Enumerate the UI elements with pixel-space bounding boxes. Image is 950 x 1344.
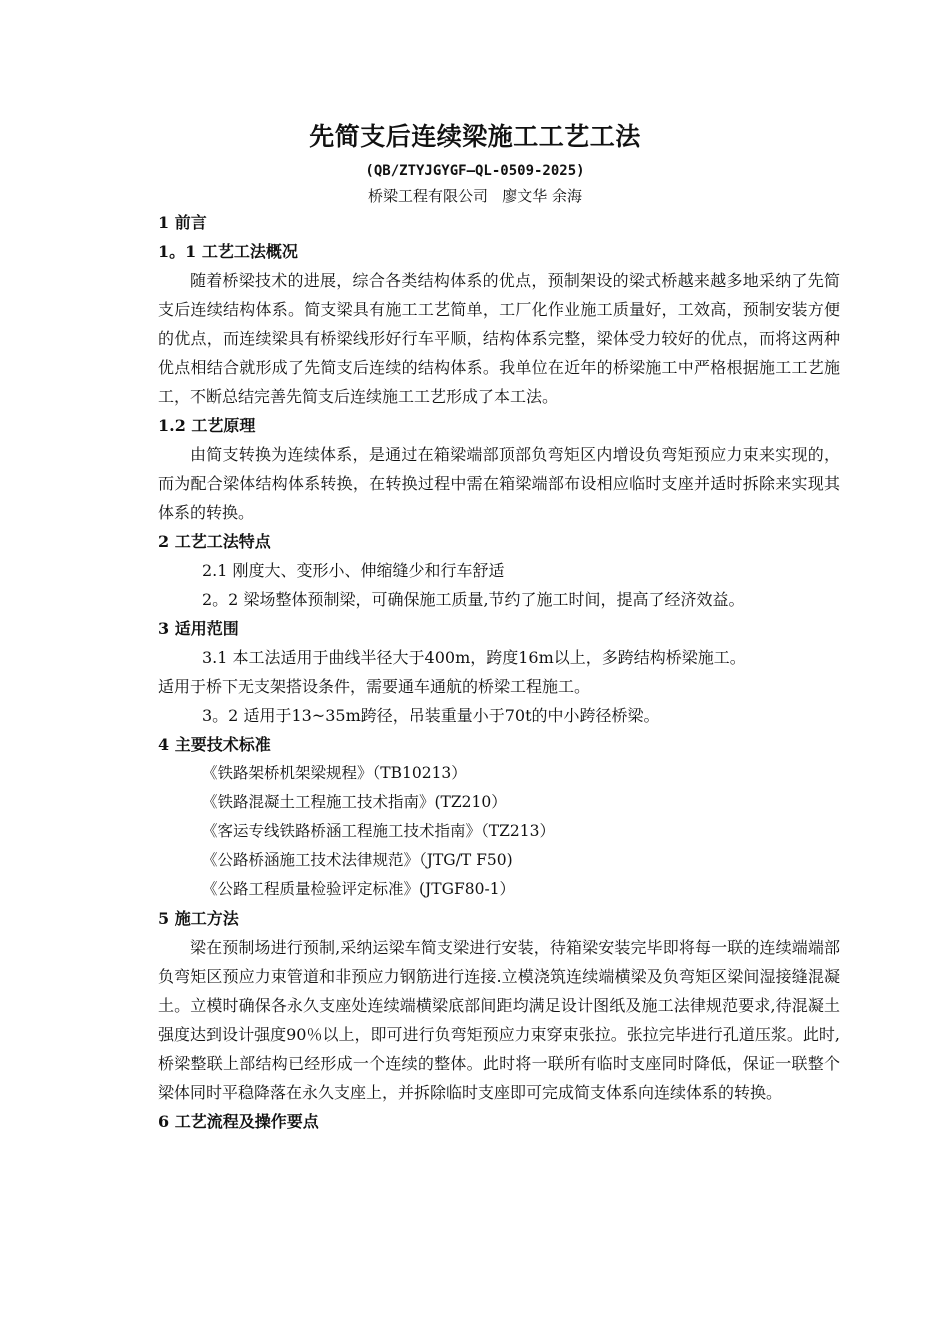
document-code: (QB/ZTYJGYGF—QL-0509-2025) bbox=[365, 163, 585, 179]
list-item-3-1: 3.1 本工法适用于曲线半径大于400m，跨度16m以上，多跨结构桥梁施工。 bbox=[202, 648, 746, 667]
section-heading-3: 3 适用范围 bbox=[158, 619, 239, 638]
standard-reference: 《铁路混凝土工程施工技术指南》(TZ210） bbox=[202, 793, 507, 811]
section-heading-1-1: 1。1 工艺工法概况 bbox=[158, 242, 298, 261]
section-heading-1-2: 1.2 工艺原理 bbox=[158, 416, 256, 435]
paragraph-1-1: 随着桥梁技术的进展，综合各类结构体系的优点，预制架设的梁式桥越来越多地采纳了先简支后连续结构体系。简支梁具有施工工艺简单，工厂化作业施工质量好，工效高，预制安装方便的优点，而连续梁具有桥梁线形好行车平顺，结构体系完整，梁体受力较好的优点，而将这两种优点相结合就形成了先简支后连续的结构体系。我单位在近年的桥梁施工中严格根据施工工艺施工，不断总结完善先简支后连续施工工艺形成了本工法。 bbox=[158, 271, 840, 406]
standard-reference: 《客运专线铁路桥涵工程施工技术指南》（TZ213） bbox=[202, 822, 555, 840]
document-title: 先简支后连续梁施工工艺工法 bbox=[309, 122, 641, 151]
list-item-2-2: 2。2 梁场整体预制梁，可确保施工质量,节约了施工时间，提高了经济效益。 bbox=[202, 590, 745, 609]
section-heading-6: 6 工艺流程及操作要点 bbox=[158, 1112, 319, 1131]
document-authors bbox=[0, 183, 950, 209]
section-heading-1: 1 前言 bbox=[158, 213, 207, 232]
author-names: 廖文华 余海 bbox=[502, 187, 583, 205]
standard-reference: 《公路桥涵施工技术法律规范》（JTG/T F50) bbox=[202, 851, 513, 869]
section-heading-4: 4 主要技术标准 bbox=[158, 735, 271, 754]
standard-reference: 《公路工程质量检验评定标准》(JTGF80-1） bbox=[202, 880, 516, 898]
standard-reference: 《铁路架桥机架梁规程》（TB10213） bbox=[202, 764, 467, 782]
list-item-3-2: 3。2 适用于13~35m跨径，吊装重量小于70t的中小跨径桥梁。 bbox=[202, 706, 660, 725]
company-name: 桥梁工程有限公司 bbox=[367, 187, 488, 205]
list-item-3-1-continued: 适用于桥下无支架搭设条件，需要通车通航的桥梁工程施工。 bbox=[158, 677, 591, 696]
document-body bbox=[158, 208, 840, 1136]
paragraph-5: 梁在预制场进行预制,采纳运梁车简支梁进行安装，待箱梁安装完毕即将每一联的连续端端部负弯矩区预应力束管道和非预应力钢筋进行连接.立模浇筑连续端横梁及负弯矩区梁间湿接缝混凝土。立模时确保各永久支座处连续端横梁底部间距均满足设计图纸及施工法律规范要求,待混凝土强度达到设计强度90％以上，即可进行负弯矩预应力束穿束张拉。张拉完毕进行孔道压浆。此时,桥梁整联上部结构已经形成一个连续的整体。此时将一联所有临时支座同时降低，保证一联整个梁体同时平稳降落在永久支座上，并拆除临时支座即可完成简支体系向连续体系的转换。 bbox=[158, 938, 840, 1102]
section-heading-5: 5 施工方法 bbox=[158, 909, 239, 928]
section-heading-2: 2 工艺工法特点 bbox=[158, 532, 271, 551]
paragraph-1-2: 由简支转换为连续体系，是通过在箱梁端部顶部负弯矩区内增设负弯矩预应力束来实现的，而为配合梁体结构体系转换，在转换过程中需在箱梁端部布设相应临时支座并适时拆除来实现其体系的转换。 bbox=[158, 445, 840, 522]
list-item-2-1: 2.1 刚度大、变形小、伸缩缝少和行车舒适 bbox=[202, 561, 505, 580]
